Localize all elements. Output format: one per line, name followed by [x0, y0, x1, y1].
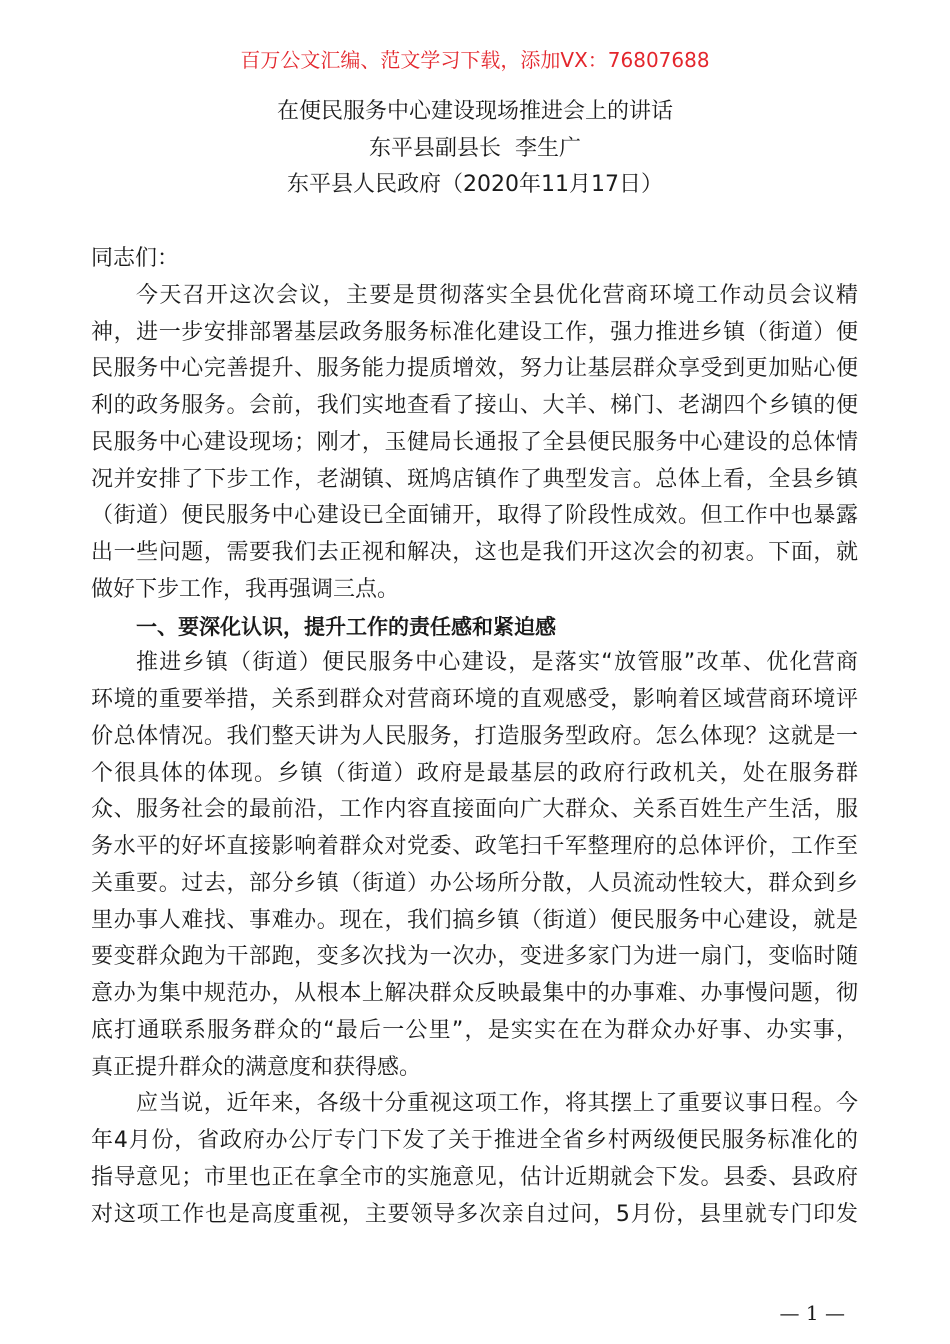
page-number: — 1 — — [779, 1301, 845, 1325]
text-line: 指导意见；市里也正在拿全市的实施意见，估计近期就会下发。县委、县政府 — [91, 1164, 858, 1190]
paragraph — [91, 278, 858, 609]
text-line: 做好下步工作，我再强调三点。 — [91, 576, 400, 602]
text-line: 应当说，近年来，各级十分重视这项工作，将其摆上了重要议事日程。今 — [136, 1091, 858, 1117]
text-line: 同志们： — [91, 246, 180, 271]
text-line: 民服务中心完善提升、服务能力提质增效，努力让基层群众享受到更加贴心便 — [91, 356, 858, 382]
org-date-line: 东平县人民政府（2020年11月17日） — [287, 172, 663, 197]
speaker-line: 东平县副县长 李生广 — [369, 136, 581, 161]
text-line: 环境的重要举措，关系到群众对营商环境的直观感受，影响着区域营商环境评 — [91, 687, 858, 712]
text-line: 底打通联系服务群众的“最后一公里”，是实实在在为群众办好事、办实事， — [91, 1017, 858, 1043]
text-line: 价总体情况。我们整天讲为人民服务，打造服务型政府。怎么体现？这就是一 — [91, 723, 858, 749]
text-line: 利的政务服务。会前，我们实地查看了接山、大羊、梯门、老湖四个乡镇的便 — [91, 393, 858, 418]
text-line: （街道）便民服务中心建设已全面铺开，取得了阶段性成效。但工作中也暴露 — [91, 503, 858, 529]
text-line: 众、服务社会的最前沿，工作内容直接面向广大群众、关系百姓生产生活，服 — [91, 797, 858, 823]
text-line: 里办事人难找、事难办。现在，我们搞乡镇（街道）便民服务中心建设，就是 — [91, 907, 858, 933]
paragraph — [91, 1086, 858, 1233]
salutation — [91, 241, 858, 278]
text-line: 年4月份，省政府办公厅专门下发了关于推进全省乡村两级便民服务标准化的 — [91, 1128, 858, 1153]
text-line: 关重要。过去，部分乡镇（街道）办公场所分散，人员流动性较大，群众到乡 — [91, 870, 858, 896]
text-line: 神，进一步安排部署基层政务服务标准化建设工作，强力推进乡镇（街道）便 — [91, 319, 858, 345]
text-line: 对这项工作也是高度重视，主要领导多次亲自过问，5月份，县里就专门印发 — [91, 1201, 858, 1227]
text-line: 出一些问题，需要我们去正视和解决，这也是我们开这次会的初衷。下面，就 — [91, 540, 858, 565]
text-line: 意办为集中规范办，从根本上解决群众反映最集中的办事难、办事慢问题，彻 — [91, 981, 858, 1006]
text-line: 真正提升群众的满意度和获得感。 — [91, 1054, 422, 1080]
text-line: 个很具体的体现。乡镇（街道）政府是最基层的政府行政机关，处在服务群 — [91, 760, 858, 786]
speech-title: 在便民服务中心建设现场推进会上的讲话 — [276, 99, 673, 124]
text-line: 一、要深化认识，提升工作的责任感和紧迫感 — [136, 613, 556, 639]
text-line: 务水平的好坏直接影响着群众对党委、政笔扫千军整理府的总体评价，工作至 — [91, 834, 858, 859]
text-line: 要变群众跑为干部跑，变多次找为一次办，变进多家门为进一扇门，变临时随 — [91, 944, 858, 970]
paragraph — [91, 645, 858, 1086]
text-line: 推进乡镇（街道）便民服务中心建设，是落实“放管服”改革、优化营商 — [136, 650, 858, 676]
download-notice: 百万公文汇编、范文学习下载，添加VX：76807688 — [240, 48, 710, 72]
text-line: 今天召开这次会议，主要是贯彻落实全县优化营商环境工作动员会议精 — [136, 282, 858, 308]
section-heading — [91, 609, 858, 646]
text-line: 况并安排了下步工作，老湖镇、斑鸠店镇作了典型发言。总体上看，全县乡镇 — [91, 466, 858, 492]
document-body — [91, 241, 858, 1233]
text-line: 民服务中心建设现场；刚才，玉健局长通报了全县便民服务中心建设的总体情 — [91, 429, 858, 455]
